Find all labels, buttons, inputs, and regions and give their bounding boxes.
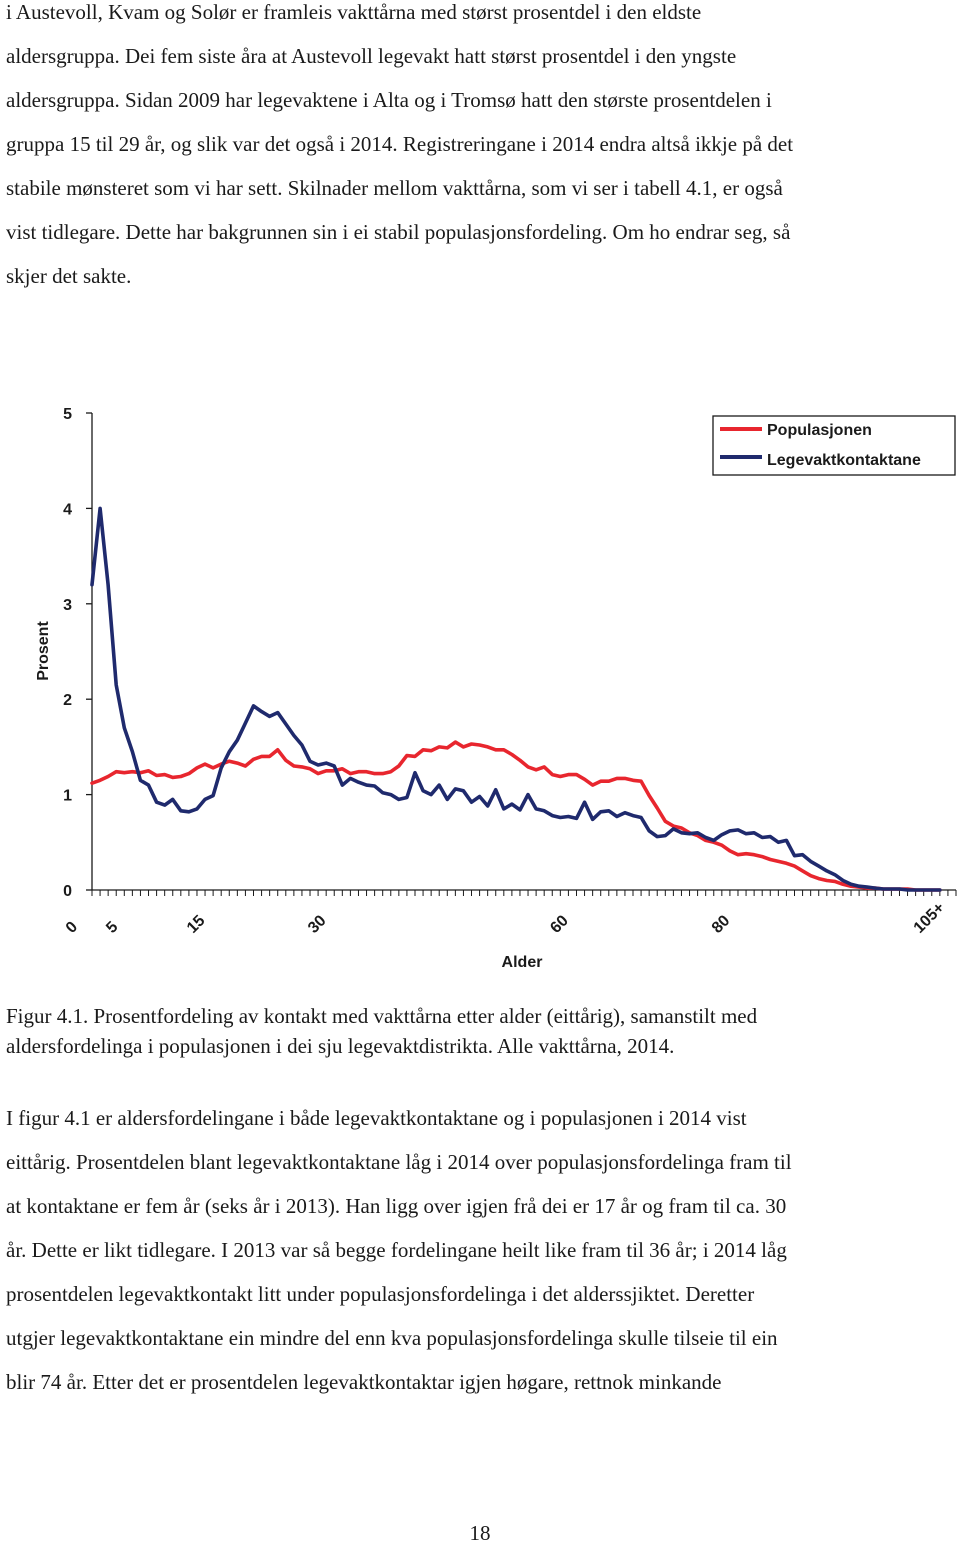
y-axis-title: Prosent bbox=[35, 621, 52, 681]
y-tick-label: 2 bbox=[63, 692, 72, 710]
x-tick-label: 60 bbox=[547, 912, 572, 937]
text-line: aldersgruppa. Dei fem siste åra at Austevoll legevakt hatt størst prosentdel i den yngste bbox=[6, 44, 737, 68]
figure-caption bbox=[6, 1001, 956, 1061]
text-line: prosentdelen legevaktkontakt litt under populasjonsfordelinga i det alderssjiktet. Deretter bbox=[6, 1282, 755, 1306]
legend-label-populasjonen: Populasjonen bbox=[767, 422, 872, 439]
y-tick-label: 3 bbox=[63, 596, 72, 614]
y-tick-label: 4 bbox=[63, 501, 72, 519]
x-tick-label: 30 bbox=[305, 912, 330, 937]
x-tick-label: 5 bbox=[103, 918, 122, 937]
series-line-populasjonen bbox=[92, 742, 940, 890]
text-line: eittårig. Prosentdelen blant legevaktkontaktane låg i 2014 over populasjonsfordelinga fram til bbox=[6, 1150, 792, 1174]
caption-line: Figur 4.1. Prosentfordeling av kontakt med vakttårna etter alder (eittårig), samanstilt med bbox=[6, 1004, 758, 1028]
text-line: at kontaktane er fem år (seks år i 2013). Han ligg over igjen frå dei er 17 år og fram til ca. 30 bbox=[6, 1194, 787, 1218]
x-tick-label: 80 bbox=[708, 912, 734, 937]
legend-label-legevaktkontaktane: Legevaktkontaktane bbox=[767, 452, 921, 469]
age-distribution-chart bbox=[0, 395, 960, 985]
body-paragraph-top bbox=[6, 0, 956, 298]
series-line-legevaktkontaktane bbox=[92, 508, 940, 890]
text-line: blir 74 år. Etter det er prosentdelen legevaktkontaktar igjen høgare, rettnok minkande bbox=[6, 1370, 722, 1394]
y-tick-label: 5 bbox=[63, 406, 72, 423]
text-line: I figur 4.1 er aldersfordelingane i både legevaktkontaktane og i populasjonen i 2014 vist bbox=[6, 1106, 747, 1130]
text-line: stabile mønsteret som vi har sett. Skilnader mellom vakttårna, som vi ser i tabell 4.1, er også bbox=[6, 176, 783, 200]
y-tick-label: 0 bbox=[63, 883, 72, 900]
x-axis bbox=[63, 890, 956, 937]
y-axis bbox=[63, 406, 92, 900]
x-axis-title: Alder bbox=[501, 954, 543, 971]
text-line: utgjer legevaktkontaktane ein mindre del enn kva populasjonsfordelinga skulle tilseie til ein bbox=[6, 1326, 778, 1350]
text-line: aldersgruppa. Sidan 2009 har legevaktene i Alta og i Tromsø hatt den største prosentdelen i bbox=[6, 88, 772, 112]
text-line: skjer det sakte. bbox=[6, 264, 132, 288]
x-tick-label: 0 bbox=[62, 918, 82, 937]
chart-legend bbox=[713, 416, 955, 475]
series-layer bbox=[92, 508, 940, 890]
caption-line: aldersfordelinga i populasjonen i dei sju legevaktdistrikta. Alle vakttårna, 2014. bbox=[6, 1034, 675, 1058]
page-number: 18 bbox=[469, 1521, 491, 1545]
text-line: i Austevoll, Kvam og Solør er framleis vakttårna med størst prosentdel i den eldste bbox=[6, 0, 702, 24]
text-line: vist tidlegare. Dette har bakgrunnen sin i ei stabil populasjonsfordeling. Om ho endrar seg, så bbox=[6, 220, 791, 244]
x-tick-label: 15 bbox=[183, 912, 209, 937]
text-line: gruppa 15 til 29 år, og slik var det også i 2014. Registreringane i 2014 endra altså ikkje på det bbox=[6, 132, 794, 156]
text-line: år. Dette er likt tidlegare. I 2013 var så begge fordelingane heilt like fram til 36 år; i 2014 låg bbox=[6, 1238, 787, 1262]
y-tick-label: 1 bbox=[63, 787, 72, 805]
x-tick-label: 105+ bbox=[910, 899, 949, 937]
body-paragraph-bottom bbox=[6, 1096, 956, 1404]
